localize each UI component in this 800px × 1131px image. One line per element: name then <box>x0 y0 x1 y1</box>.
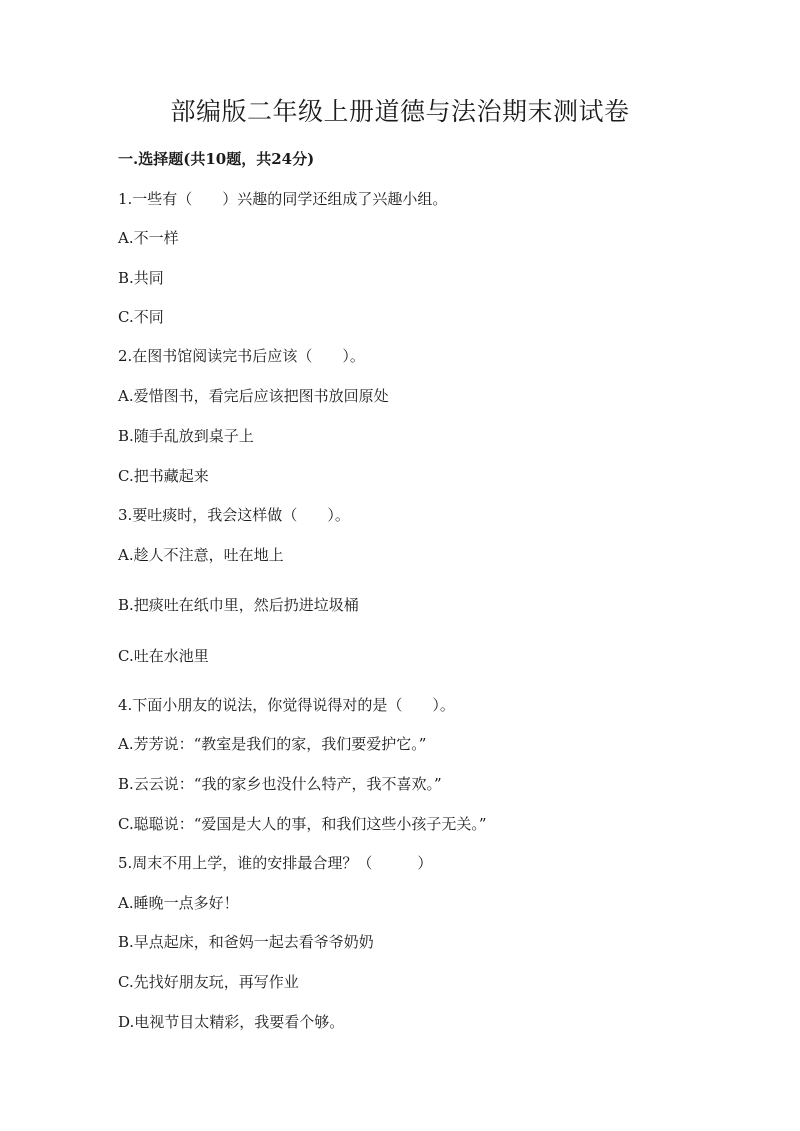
question-3-option-a: A.趁人不注意，吐在地上 <box>118 546 284 564</box>
question-4-option-c: C.聪聪说：“爱国是大人的事，和我们这些小孩子无关。” <box>118 815 487 833</box>
question-1-option-b: B.共同 <box>118 269 164 287</box>
question-1-stem: 1.一些有（ ）兴趣的同学还组成了兴趣小组。 <box>118 190 448 208</box>
question-4-option-a: A.芳芳说：“教室是我们的家，我们要爱护它。” <box>118 735 427 753</box>
question-5-option-d: D.电视节目太精彩，我要看个够。 <box>118 1013 345 1031</box>
question-3-stem: 3.要吐痰时，我会这样做（ ）。 <box>118 506 350 524</box>
question-2-option-a: A.爱惜图书，看完后应该把图书放回原处 <box>118 387 389 405</box>
question-2-stem: 2.在图书馆阅读完书后应该（ ）。 <box>118 347 365 365</box>
question-4-stem: 4.下面小朋友的说法，你觉得说得对的是（ ）。 <box>118 696 455 714</box>
question-3-option-c: C.吐在水池里 <box>118 647 209 665</box>
question-4-option-b: B.云云说：“我的家乡也没什么特产，我不喜欢。” <box>118 775 442 793</box>
question-2-option-b: B.随手乱放到桌子上 <box>118 427 254 445</box>
question-1-option-a: A.不一样 <box>118 229 179 247</box>
question-5-option-a: A.睡晚一点多好！ <box>118 894 239 912</box>
question-5-option-b: B.早点起床，和爸妈一起去看爷爷奶奶 <box>118 933 374 951</box>
question-1-option-c: C.不同 <box>118 308 164 326</box>
page-title: 部编版二年级上册道德与法治期末测试卷 <box>170 97 630 126</box>
section-heading: 一.选择题(共10题，共24分) <box>118 150 315 168</box>
question-5-stem: 5.周末不用上学，谁的安排最合理？（ ） <box>118 854 433 872</box>
question-5-option-c: C.先找好朋友玩，再写作业 <box>118 973 299 991</box>
question-2-option-c: C.把书藏起来 <box>118 467 209 485</box>
question-3-option-b: B.把痰吐在纸巾里，然后扔进垃圾桶 <box>118 596 359 614</box>
